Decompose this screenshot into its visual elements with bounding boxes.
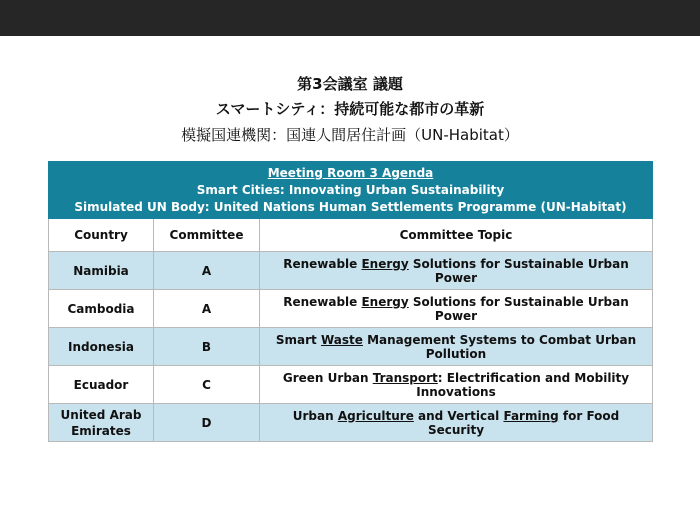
topic-text: Urban [292,408,338,423]
country-cell: United Arab Emirates [49,404,154,442]
topic-keyword: Agriculture [337,408,414,423]
committee-cell: A [154,290,260,328]
topic-text: for Food Security [427,408,620,437]
topic-text: Renewable [283,256,362,271]
topic-text: Renewable [283,294,362,309]
topic-cell [260,404,653,442]
country-cell: Ecuador [49,366,154,404]
top-bar [0,0,700,36]
table-banner-row [49,162,653,219]
topic-keyword: Farming [503,408,559,423]
page-title: 第3会議室 議題 [297,75,403,93]
topic-text: : Electrification and Mobility Innovations [416,370,630,399]
topic-cell [260,328,653,366]
banner-line-3: Simulated UN Body: United Nations Human Settlements Programme (UN-Habitat) [74,199,627,214]
topic-keyword: Transport [372,370,438,385]
table-banner [49,162,653,219]
committee-cell: C [154,366,260,404]
column-header-committee: Committee [154,219,260,252]
title-block [0,72,700,148]
page-body-line: 模擬国連機関：国連人間居住計画（UN-Habitat） [181,126,519,144]
topic-text: Solutions for Sustainable Urban Power [408,294,629,323]
topic-text: and Vertical [413,408,504,423]
committee-cell: A [154,252,260,290]
table-row [49,290,653,328]
column-header-row [49,219,653,252]
country-cell: Cambodia [49,290,154,328]
column-header-topic: Committee Topic [260,219,653,252]
agenda-table [48,161,653,442]
topic-cell [260,290,653,328]
topic-keyword: Energy [361,256,409,271]
banner-line-1: Meeting Room 3 Agenda [267,165,434,180]
banner-line-2: Smart Cities: Innovating Urban Sustainability [196,182,505,197]
committee-cell: B [154,328,260,366]
table-row [49,366,653,404]
topic-text: Solutions for Sustainable Urban Power [408,256,629,285]
topic-keyword: Waste [320,332,363,347]
topic-text: Green Urban [282,370,373,385]
table-row [49,252,653,290]
topic-cell [260,252,653,290]
country-cell: Indonesia [49,328,154,366]
page-subtitle: スマートシティ：持続可能な都市の革新 [215,100,485,118]
table-row [49,404,653,442]
topic-text: Management Systems to Combat Urban Pollution [362,332,637,361]
table-row [49,328,653,366]
topic-cell [260,366,653,404]
topic-keyword: Energy [361,294,409,309]
topic-text: Smart [275,332,321,347]
column-header-country: Country [49,219,154,252]
committee-cell: D [154,404,260,442]
country-cell: Namibia [49,252,154,290]
